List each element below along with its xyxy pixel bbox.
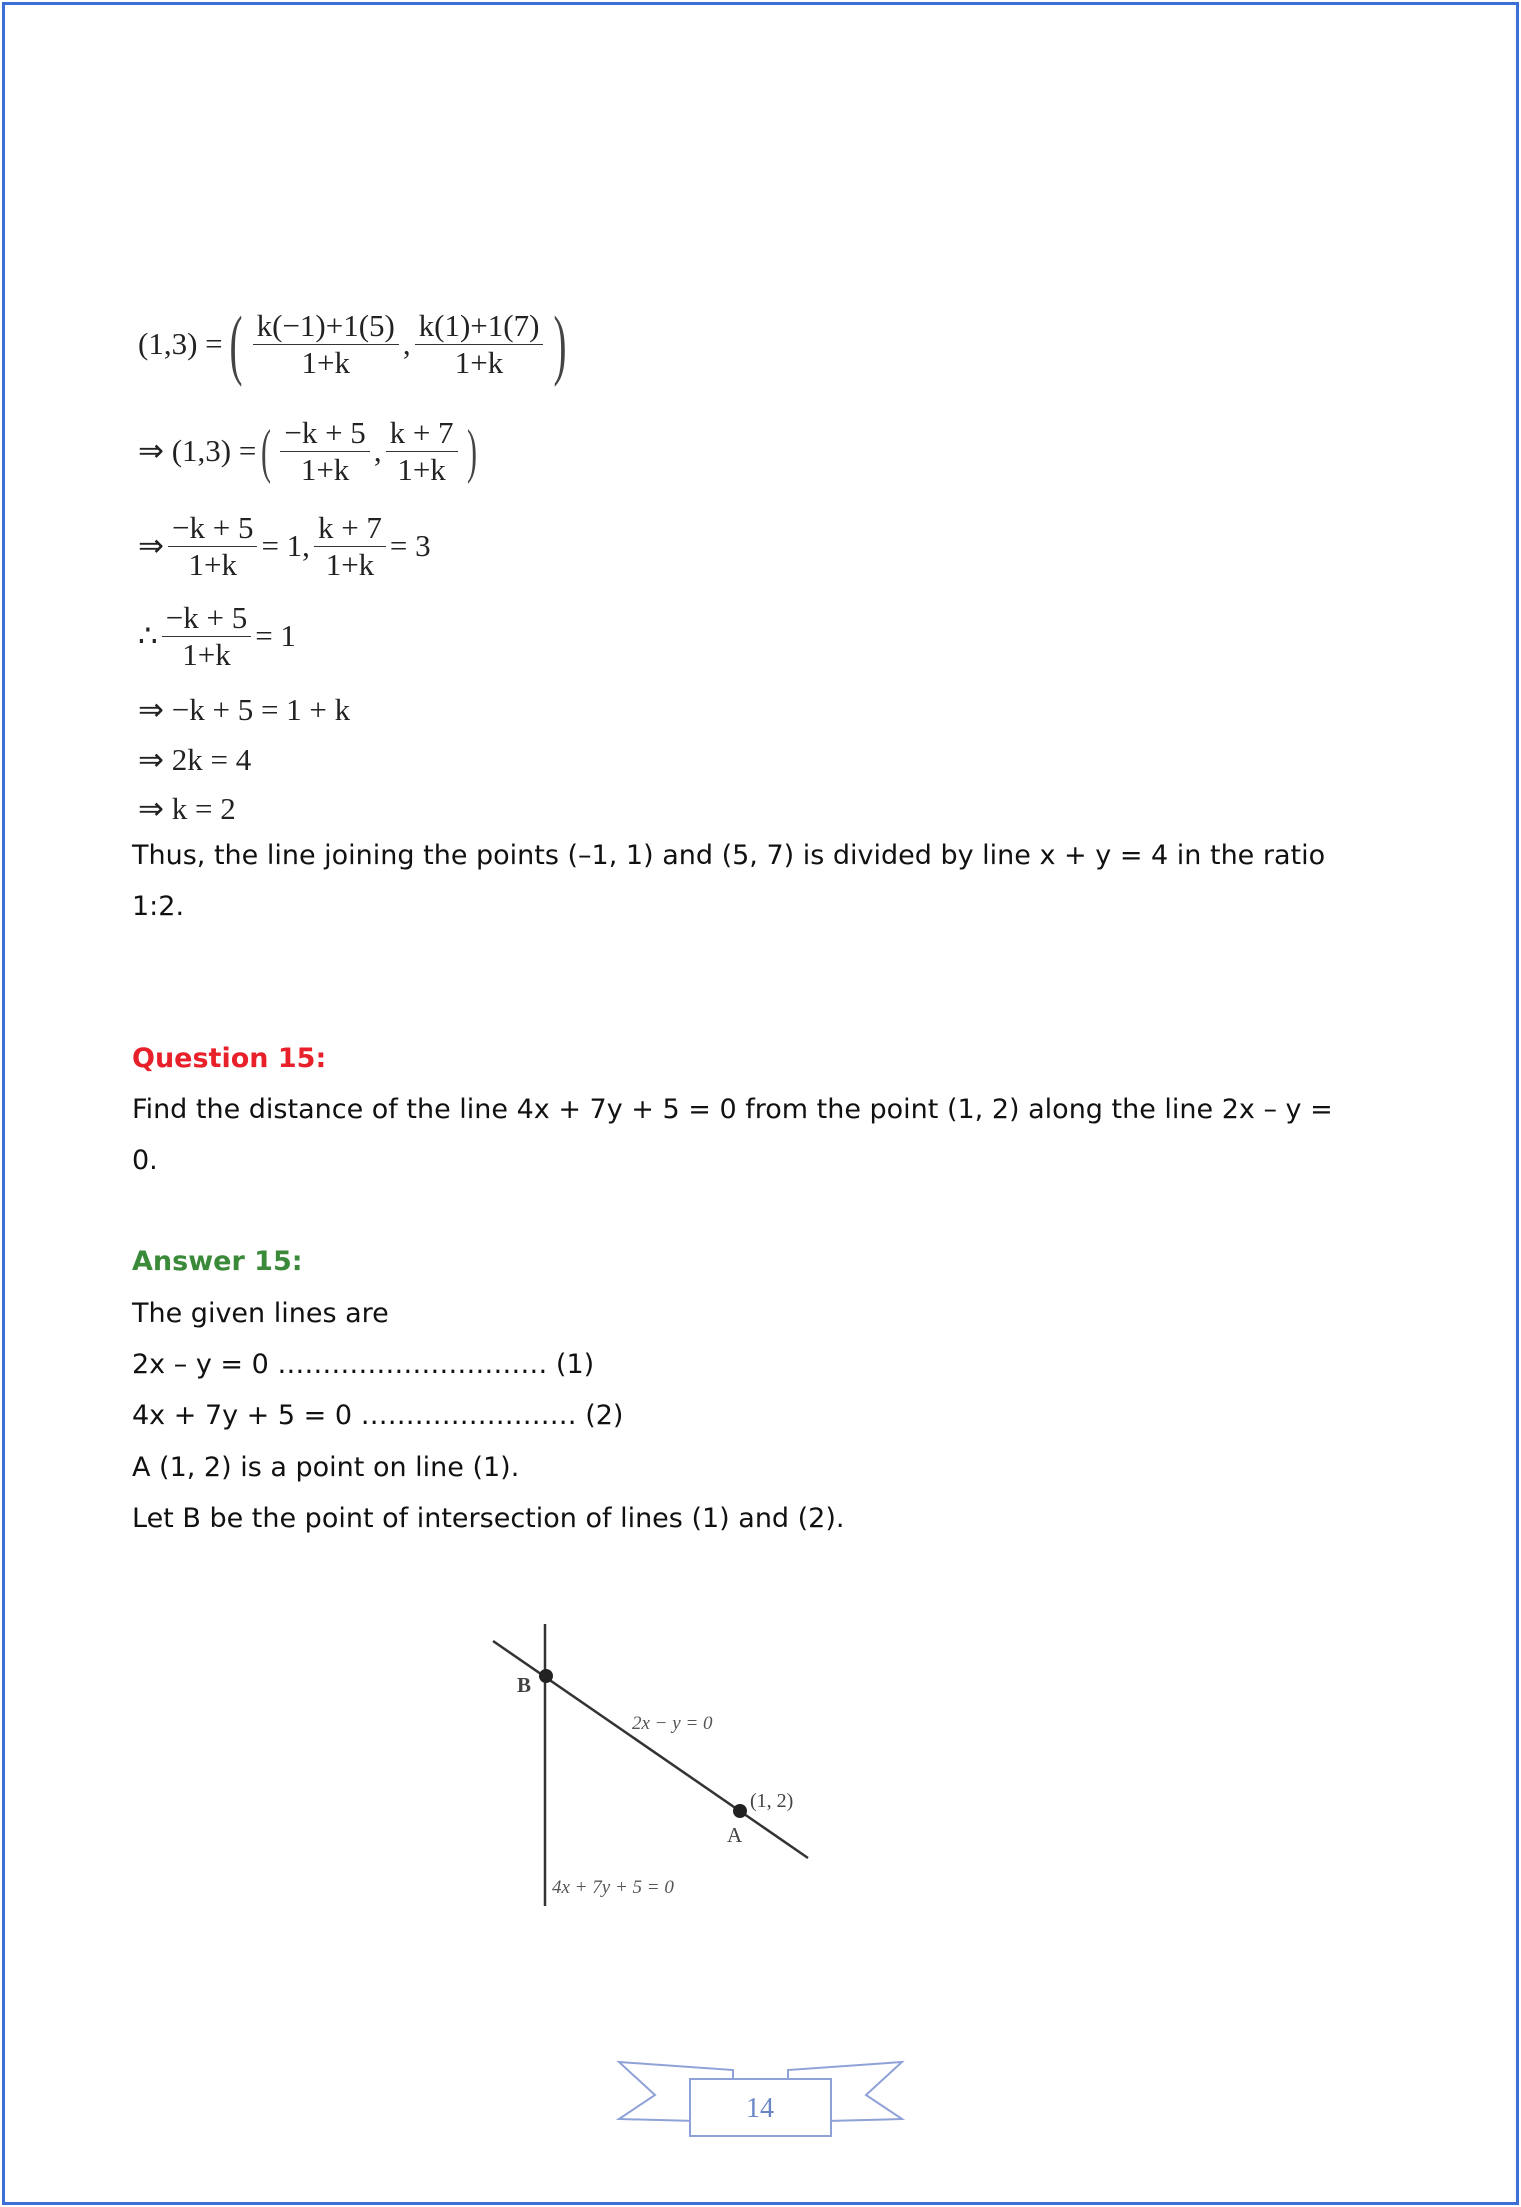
point-a: [733, 1804, 747, 1818]
question-text: 0.: [132, 1145, 158, 1176]
answer-line: Let B be the point of intersection of lines (1) and (2).: [132, 1503, 845, 1534]
numerator: −k + 5: [168, 510, 257, 547]
denominator: 1+k: [300, 451, 350, 487]
math-text: (1,3) =: [138, 326, 223, 361]
math-step-2: ⇒ (1,3) = ( $\frac{-k + 5}{1+k}$ , $\frac{k + 7}{1+k}$ ): [138, 415, 477, 487]
numerator: k(1)+1(7): [415, 308, 544, 345]
label-a: A: [727, 1823, 743, 1847]
denominator: 1+k: [397, 451, 446, 487]
denominator: 1+k: [188, 546, 237, 582]
denominator: 1+k: [301, 344, 350, 380]
numerator: k(−1)+1(5): [253, 308, 399, 345]
numerator: −k + 5: [280, 415, 369, 452]
point-b: [539, 1669, 553, 1683]
math-text: = 3: [389, 528, 431, 564]
answer-line: A (1, 2) is a point on line (1).: [132, 1452, 520, 1483]
conclusion-text: 1:2.: [132, 891, 185, 922]
math-step-6: ⇒ 2k = 4: [138, 742, 252, 777]
label-line1: 2x − y = 0: [632, 1713, 713, 1734]
question-text: Find the distance of the line 4x + 7y + 5 = 0 from the point (1, 2) along the line 2x – y =: [132, 1094, 1333, 1125]
label-line2: 4x + 7y + 5 = 0: [552, 1877, 674, 1898]
denominator: 1+k: [325, 546, 375, 582]
numerator: −k + 5: [162, 600, 251, 637]
label-a-coords: (1, 2): [750, 1790, 794, 1812]
page-number: 14: [746, 2093, 774, 2124]
math-text: ⇒ (1,3) =: [138, 433, 257, 469]
math-text: = 1: [255, 618, 296, 654]
answer-heading: Answer 15:: [132, 1246, 303, 1277]
question-heading: Question 15:: [132, 1043, 327, 1074]
label-b: B: [517, 1673, 532, 1697]
numerator: k + 7: [386, 415, 458, 452]
math-step-5: ⇒ −k + 5 = 1 + k: [138, 692, 351, 727]
denominator: 1+k: [182, 636, 231, 672]
answer-line: 4x + 7y + 5 = 0 …………………… (2): [132, 1400, 624, 1431]
numerator: k + 7: [314, 510, 386, 547]
math-text: ∴: [138, 618, 158, 654]
answer-line: The given lines are: [132, 1298, 389, 1329]
denominator: 1+k: [454, 344, 504, 380]
conclusion-text: Thus, the line joining the points (–1, 1) and (5, 7) is divided by line x + y = 4 in the ratio: [132, 840, 1326, 871]
math-step-7: ⇒ k = 2: [138, 791, 236, 826]
math-step-1: (1,3) = ( $\frac{k(-1)+1(5)}{1+k}$ , $\frac{k(1)+1(7)}{1+k}$ ): [138, 300, 567, 387]
math-text: = 1,: [261, 528, 310, 564]
answer-line: 2x – y = 0 ………………………… (1): [132, 1349, 595, 1380]
math-text: ⇒: [138, 528, 164, 564]
